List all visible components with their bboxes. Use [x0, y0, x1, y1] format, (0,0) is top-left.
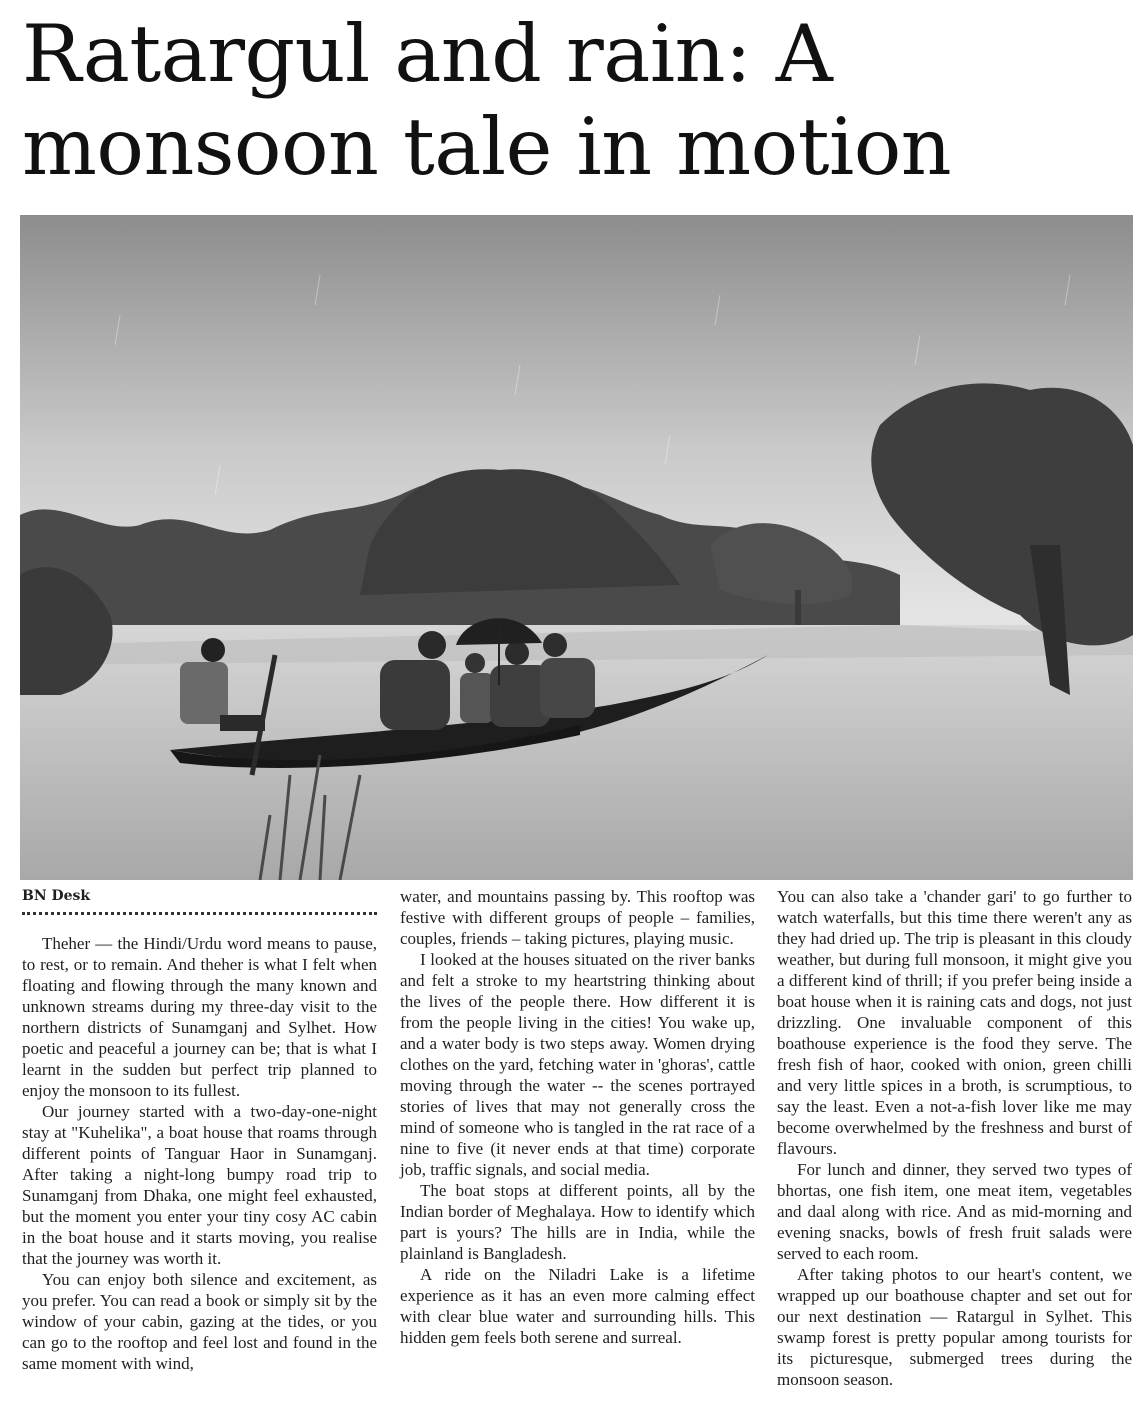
article-column-1: [22, 886, 377, 1374]
paragraph: For lunch and dinner, they served two types of bhortas, one fish item, one meat item, vegetables and daal along with rice. And as mid-morning and evening snacks, bowls of fresh fruit salads were served to each room.: [777, 1160, 1132, 1263]
paragraph: You can also take a 'chander gari' to go further to watch waterfalls, but this time there weren't any as they had dried up. The trip is pleasant in this cloudy weather, but during full monsoon, it might give you a different kind of thrill; if you prefer being inside a boat house when it is raining cats and dogs, not just drizzling. One invaluable component of this boathouse experience is the food they serve. The fresh fish of haor, cooked with onion, green chilli and very little spices in a broth, is scrumptious, to say the least. Even a not-a-fish lover like me may become overwhelmed by the freshness and burst of flavours.: [777, 887, 1132, 1158]
paragraph: You can enjoy both silence and excitement, as you prefer. You can read a book or simply sit by the window of your cabin, gazing at the tides, or you can go to the rooftop and feel lost and found in the same moment with wind,: [22, 1270, 377, 1373]
paragraph: Our journey started with a two-day-one-night stay at "Kuhelika", a boat house that roams through different points of Tanguar Haor in Sunamganj. After taking a night-long bumpy road trip to Sunamganj from Dhaka, one might feel exhausted, but the moment you enter your tiny cosy AC cabin in the boat house and it starts moving, you realise that the journey was worth it.: [22, 1102, 377, 1268]
paragraph: After taking photos to our heart's content, we wrapped up our boathouse chapter and set out for our next destination — Ratargul in Sylhet. This swamp forest is pretty popular among tourists for its picturesque, submerged trees during the monsoon season.: [777, 1265, 1132, 1389]
article-photo: [20, 215, 1133, 880]
paragraph: The boat stops at different points, all by the Indian border of Meghalaya. How to identify which part is yours? The hills are in India, while the plainland is Bangladesh.: [400, 1181, 755, 1263]
paragraph: water, and mountains passing by. This rooftop was festive with different groups of people – families, couples, friends – taking pictures, playing music.: [400, 887, 755, 948]
paragraph: Theher — the Hindi/Urdu word means to pause, to rest, or to remain. And theher is what I felt when floating and flowing through the many known and unknown streams during my three-day visit to the northern districts of Sunamganj and Sylhet. How poetic and peaceful a journey can be; that is what I learnt in the sudden but perfect trip planned to enjoy the monsoon to its fullest.: [22, 934, 377, 1100]
paragraph: I looked at the houses situated on the river banks and felt a stroke to my heartstring thinking about the lives of the people there. How different it is from the people living in the cities! You wake up, and a water body is two steps away. Women drying clothes on the yard, fetching water in 'ghoras', cattle moving through the water -- the scenes portrayed stories of lives that may not generally cross the mind of someone who is tangled in the rat race of a nine to five (it never ends at that time) corporate job, traffic signals, and social media.: [400, 950, 755, 1179]
paragraph: A ride on the Niladri Lake is a lifetime experience as it has an even more calming effect with clear blue water and surrounding hills. This hidden gem feels both serene and surreal.: [400, 1265, 755, 1347]
rain-boat-photo-icon: [20, 215, 1133, 880]
byline: BN Desk: [22, 886, 377, 915]
headline: Ratargul and rain: A monsoon tale in motion: [22, 8, 952, 193]
article-column-3: [777, 886, 1132, 1390]
article-column-2: [400, 886, 755, 1348]
